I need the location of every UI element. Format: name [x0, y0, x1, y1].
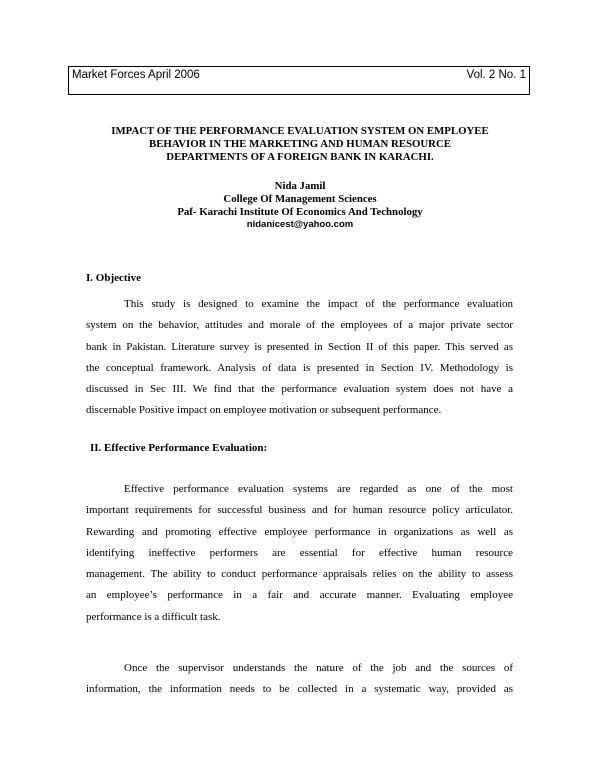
- paragraph-line: discernable Positive impact on employee motivation or subsequent performance.: [86, 404, 442, 417]
- paragraph-line: This study is designed to examine the impact of the performance evaluation: [124, 298, 513, 310]
- paragraph-line: the conceptual framework. Analysis of data is presented in Section IV. Methodology is: [86, 361, 513, 374]
- paragraph-line: important requirements for successful business and for human resource policy articulator.: [86, 504, 513, 517]
- author-name: Nida Jamil: [274, 180, 326, 192]
- paragraph-line: system on the behavior, attitudes and morale of the employees of a major private sector: [86, 319, 513, 332]
- title-line: IMPACT OF THE PERFORMANCE EVALUATION SYSTEM ON EMPLOYEE: [111, 125, 489, 137]
- author-college: College Of Management Sciences: [223, 193, 377, 205]
- effective-paragraph-1: [86, 479, 513, 628]
- section-heading-effective: II. Effective Performance Evaluation:: [90, 442, 268, 454]
- title-line: BEHAVIOR IN THE MARKETING AND HUMAN RESOURCE: [149, 138, 451, 150]
- paragraph-line: bank in Pakistan. Literature survey is presented in Section II of this paper. This served as: [86, 340, 513, 353]
- paragraph-line: performance is a difficult task.: [86, 610, 221, 623]
- paragraph-line: Rewarding and promoting effective employee performance in organizations as well as: [86, 525, 513, 538]
- paragraph-line: discussed in Sec III. We find that the performance evaluation system does not have a: [86, 383, 513, 396]
- paragraph-line: Effective performance evaluation systems are regarded as one of the most: [124, 483, 513, 495]
- section-heading-objective: I. Objective: [86, 272, 141, 284]
- author-email: nidanicest@yahoo.com: [246, 219, 354, 230]
- effective-paragraph-2: [86, 658, 513, 701]
- running-header: [68, 66, 530, 95]
- paragraph-line: identifying ineffective performers are essential for effective human resource: [86, 546, 513, 559]
- paragraph-line: information, the information needs to be collected in a systematic way, provided as: [86, 683, 513, 696]
- author-institute: Paf- Karachi Institute Of Economics And Technology: [177, 206, 423, 218]
- title-line: DEPARTMENTS OF A FOREIGN BANK IN KARACHI.: [166, 151, 434, 163]
- objective-paragraph: [86, 294, 513, 422]
- journal-name: Market Forces April 2006: [72, 69, 200, 81]
- paragraph-line: management. The ability to conduct performance appraisals relies on the ability to assess: [86, 568, 513, 581]
- paragraph-line: Once the supervisor understands the nature of the job and the sources of: [124, 662, 513, 674]
- volume-issue: Vol. 2 No. 1: [466, 69, 526, 81]
- paper-title: [70, 125, 530, 164]
- paragraph-line: an employee’s performance in a fair and accurate manner. Evaluating employee: [86, 589, 513, 602]
- author-block: [70, 180, 530, 231]
